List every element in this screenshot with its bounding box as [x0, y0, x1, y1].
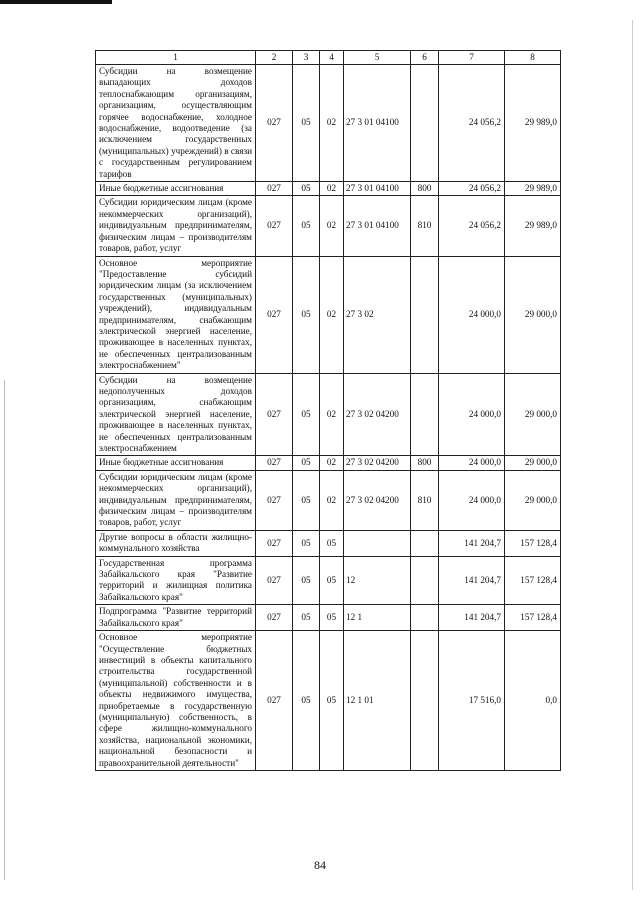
section-code: 05	[293, 605, 320, 631]
subsection-code: 02	[320, 196, 344, 256]
column-header: 1	[96, 51, 256, 65]
table-row	[96, 196, 561, 256]
amount-col7: 141 204,7	[439, 556, 505, 605]
row-name: Субсидии юридическим лицам (кроме некоммерческих организаций), индивидуальным предпринимателям, физическим лицам – производителям товаров, работ, услуг	[96, 470, 256, 530]
subsection-code: 02	[320, 373, 344, 456]
target-article-code: 12 1 01	[344, 631, 411, 771]
amount-col7: 24 056,2	[439, 196, 505, 256]
table-row	[96, 631, 561, 771]
expense-type-code: 800	[411, 456, 439, 470]
admin-code: 027	[256, 256, 293, 373]
row-name: Основное мероприятие "Предоставление субсидий юридическим лицам (за исключением государственных (муниципальных) учреждений), индивидуальным предпринимателям, снабжающим электрической энергией население, проживающее в населенных пунктах, не обеспеченных централизованным электроснабжением"	[96, 256, 256, 373]
expense-type-code	[411, 530, 439, 556]
table-header-row	[96, 51, 561, 65]
section-code: 05	[293, 182, 320, 196]
column-header: 7	[439, 51, 505, 65]
expense-type-code	[411, 256, 439, 373]
amount-col8: 157 128,4	[505, 605, 561, 631]
target-article-code: 27 3 02 04200	[344, 456, 411, 470]
section-code: 05	[293, 65, 320, 182]
scan-top-bar	[0, 0, 112, 4]
scan-right-edge	[632, 20, 633, 890]
subsection-code: 05	[320, 631, 344, 771]
expense-type-code	[411, 631, 439, 771]
page-number: 84	[314, 858, 326, 872]
amount-col7: 17 516,0	[439, 631, 505, 771]
admin-code: 027	[256, 456, 293, 470]
section-code: 05	[293, 556, 320, 605]
amount-col8: 29 000,0	[505, 256, 561, 373]
section-code: 05	[293, 631, 320, 771]
amount-col8: 29 989,0	[505, 196, 561, 256]
row-name: Подпрограмма "Развитие территорий Забайкальского края"	[96, 605, 256, 631]
expense-type-code: 810	[411, 470, 439, 530]
target-article-code: 27 3 01 04100	[344, 65, 411, 182]
subsection-code: 02	[320, 470, 344, 530]
row-name: Иные бюджетные ассигнования	[96, 182, 256, 196]
amount-col7: 141 204,7	[439, 605, 505, 631]
column-header: 8	[505, 51, 561, 65]
expense-type-code	[411, 65, 439, 182]
expense-type-code	[411, 373, 439, 456]
admin-code: 027	[256, 182, 293, 196]
section-code: 05	[293, 470, 320, 530]
target-article-code: 12	[344, 556, 411, 605]
target-article-code	[344, 530, 411, 556]
amount-col7: 24 000,0	[439, 470, 505, 530]
expense-type-code: 800	[411, 182, 439, 196]
amount-col8: 29 989,0	[505, 65, 561, 182]
table-row	[96, 373, 561, 456]
amount-col7: 24 000,0	[439, 256, 505, 373]
row-name: Субсидии на возмещение недополученных доходов организациям, снабжающим электрической энергией население, проживающее в населенных пунктах, не обеспеченных централизованным электроснабжением	[96, 373, 256, 456]
amount-col7: 24 000,0	[439, 456, 505, 470]
table-row	[96, 605, 561, 631]
section-code: 05	[293, 530, 320, 556]
table-row	[96, 182, 561, 196]
row-name: Другие вопросы в области жилищно-коммунального хозяйства	[96, 530, 256, 556]
column-header: 2	[256, 51, 293, 65]
admin-code: 027	[256, 373, 293, 456]
admin-code: 027	[256, 631, 293, 771]
table-row	[96, 556, 561, 605]
subsection-code: 05	[320, 530, 344, 556]
scan-left-edge	[4, 380, 5, 880]
admin-code: 027	[256, 196, 293, 256]
section-code: 05	[293, 196, 320, 256]
amount-col7: 24 000,0	[439, 373, 505, 456]
row-name: Основное мероприятие "Осуществление бюджетных инвестиций в объекты капитального строительства государственной (муниципальной) собственности и в объекты недвижимого имущества, приобретаемые в государственную (муниципальную) собственность, в сфере жилищно-коммунального хозяйства, национальной экономики, национальной безопасности и правоохранительной деятельности"	[96, 631, 256, 771]
target-article-code: 12 1	[344, 605, 411, 631]
target-article-code: 27 3 02 04200	[344, 373, 411, 456]
expense-type-code	[411, 556, 439, 605]
row-name: Субсидии юридическим лицам (кроме некоммерческих организаций), индивидуальным предпринимателям, физическим лицам – производителям товаров, работ, услуг	[96, 196, 256, 256]
amount-col7: 24 056,2	[439, 65, 505, 182]
table-row	[96, 65, 561, 182]
row-name: Иные бюджетные ассигнования	[96, 456, 256, 470]
subsection-code: 02	[320, 182, 344, 196]
budget-table	[95, 50, 561, 771]
subsection-code: 02	[320, 65, 344, 182]
amount-col7: 141 204,7	[439, 530, 505, 556]
column-header: 5	[344, 51, 411, 65]
amount-col8: 29 000,0	[505, 456, 561, 470]
section-code: 05	[293, 456, 320, 470]
admin-code: 027	[256, 65, 293, 182]
target-article-code: 27 3 02 04200	[344, 470, 411, 530]
row-name: Государственная программа Забайкальского края "Развитие территорий и жилищная политика Забайкальского края"	[96, 556, 256, 605]
amount-col7: 24 056,2	[439, 182, 505, 196]
target-article-code: 27 3 01 04100	[344, 182, 411, 196]
expense-type-code	[411, 605, 439, 631]
table-row	[96, 470, 561, 530]
column-header: 4	[320, 51, 344, 65]
amount-col8: 29 989,0	[505, 182, 561, 196]
subsection-code: 05	[320, 605, 344, 631]
column-header: 3	[293, 51, 320, 65]
target-article-code: 27 3 01 04100	[344, 196, 411, 256]
amount-col8: 29 000,0	[505, 470, 561, 530]
amount-col8: 29 000,0	[505, 373, 561, 456]
admin-code: 027	[256, 470, 293, 530]
column-header: 6	[411, 51, 439, 65]
section-code: 05	[293, 256, 320, 373]
table-row	[96, 256, 561, 373]
subsection-code: 02	[320, 256, 344, 373]
table-row	[96, 530, 561, 556]
admin-code: 027	[256, 605, 293, 631]
subsection-code: 02	[320, 456, 344, 470]
admin-code: 027	[256, 530, 293, 556]
table-row	[96, 456, 561, 470]
amount-col8: 0,0	[505, 631, 561, 771]
amount-col8: 157 128,4	[505, 556, 561, 605]
subsection-code: 05	[320, 556, 344, 605]
admin-code: 027	[256, 556, 293, 605]
target-article-code: 27 3 02	[344, 256, 411, 373]
amount-col8: 157 128,4	[505, 530, 561, 556]
row-name: Субсидии на возмещение выпадающих доходов теплоснабжающим организациям, организациям, осуществляющим горячее водоснабжение, холодное водоснабжение, водоотведение (за исключением государственных (муниципальных) учреждений) в связи с государственным регулированием тарифов	[96, 65, 256, 182]
section-code: 05	[293, 373, 320, 456]
expense-type-code: 810	[411, 196, 439, 256]
